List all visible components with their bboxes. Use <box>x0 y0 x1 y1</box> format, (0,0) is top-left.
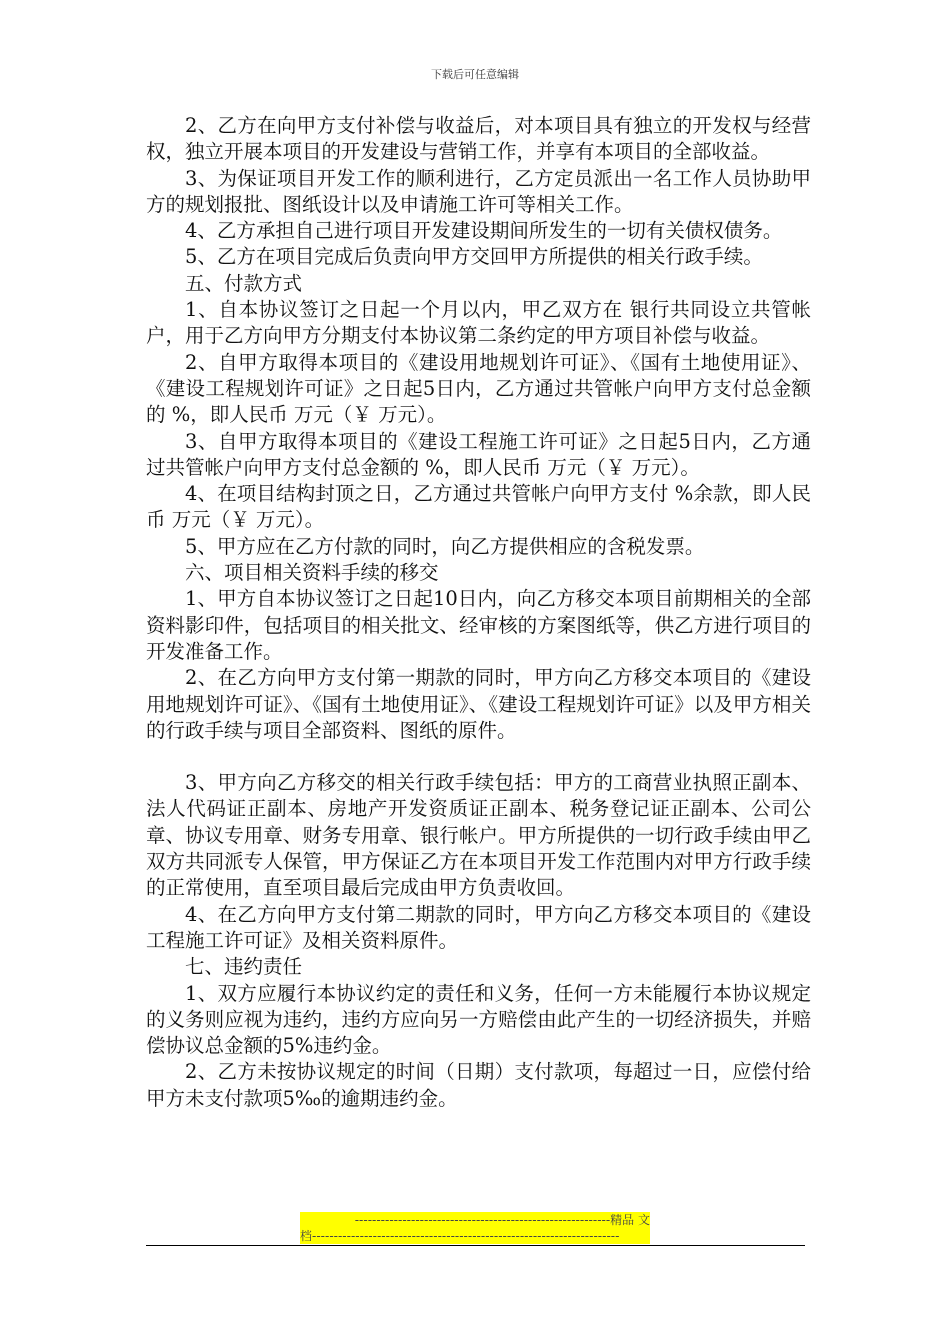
section-heading-liability: 七、违约责任 <box>185 955 303 979</box>
paragraph-payment-3: 3、自甲方取得本项目的《建设工程施工许可证》之日起5日内，乙方通过共管帐户向甲方支付总金额的 %，即人民币 万元（￥ 万元）。 <box>146 429 811 479</box>
paragraph-clause-2: 2、乙方在向甲方支付补偿与收益后，对本项目具有独立的开发权与经营权，独立开展本项目的开发建设与营销工作，并享有本项目的全部收益。 <box>146 114 811 164</box>
paragraph-payment-4: 4、在项目结构封顶之日，乙方通过共管帐户向甲方支付 %余款，即人民币 万元（￥ 万元）。 <box>146 482 811 532</box>
paragraph-handover-1: 1、甲方自本协议签订之日起10日内，向乙方移交本项目前期相关的全部资料影印件，包括项目的相关批文、经审核的方案图纸等，供乙方进行项目的开发准备工作。 <box>146 587 811 663</box>
footer-divider <box>146 1245 805 1246</box>
document-body <box>146 113 811 1112</box>
footer-line-1: -----------------------------------------------------------精品 文 <box>300 1212 650 1228</box>
paragraph-payment-5: 5、甲方应在乙方付款的同时，向乙方提供相应的含税发票。 <box>185 534 705 558</box>
paragraph-clause-3: 3、为保证项目开发工作的顺利进行，乙方定员派出一名工作人员协助甲方的规划报批、图纸设计以及申请施工许可等相关工作。 <box>146 166 811 216</box>
footer-watermark <box>300 1212 650 1244</box>
footer-line-2: 档----------------------------------------------------------------------- <box>300 1228 650 1244</box>
paragraph-handover-2: 2、在乙方向甲方支付第一期款的同时，甲方向乙方移交本项目的《建设用地规划许可证》、《国有土地使用证》、《建设工程规划许可证》以及甲方相关的行政手续与项目全部资料、图纸的原件。 <box>146 666 811 742</box>
paragraph-payment-1: 1、自本协议签订之日起一个月以内，甲乙双方在 银行共同设立共管帐户，用于乙方向甲方分期支付本协议第二条约定的甲方项目补偿与收益。 <box>146 298 811 348</box>
section-heading-payment: 五、付款方式 <box>185 271 303 295</box>
paragraph-liability-2: 2、乙方未按协议规定的时间（日期）支付款项，每超过一日，应偿付给甲方未支付款项5‰的逾期违约金。 <box>146 1060 811 1110</box>
paragraph-handover-3: 3、甲方向乙方移交的相关行政手续包括：甲方的工商营业执照正副本、法人代码证正副本、房地产开发资质证正副本、税务登记证正副本、公司公章、协议专用章、财务专用章、银行帐户。甲方所提供的一切行政手续由甲乙双方共同派专人保管，甲方保证乙方在本项目开发工作范围内对甲方行政手续的正常使用，直至项目最后完成由甲方负责收回。 <box>146 771 811 900</box>
paragraph-liability-1: 1、双方应履行本协议约定的责任和义务，任何一方未能履行本协议规定的义务则应视为违约，违约方应向另一方赔偿由此产生的一切经济损失，并赔偿协议总金额的5%违约金。 <box>146 981 811 1058</box>
paragraph-clause-5: 5、乙方在项目完成后负责向甲方交回甲方所提供的相关行政手续。 <box>185 245 763 269</box>
page-header-note: 下载后可任意编辑 <box>431 68 519 81</box>
paragraph-clause-4: 4、乙方承担自己进行项目开发建设期间所发生的一切有关债权债务。 <box>185 219 783 243</box>
section-heading-handover: 六、项目相关资料手续的移交 <box>185 561 439 585</box>
paragraph-handover-4: 4、在乙方向甲方支付第二期款的同时，甲方向乙方移交本项目的《建设工程施工许可证》及相关资料原件。 <box>146 902 811 952</box>
paragraph-payment-2: 2、自甲方取得本项目的《建设用地规划许可证》、《国有土地使用证》、《建设工程规划许可证》之日起5日内，乙方通过共管帐户向甲方支付总金额的 %，即人民币 万元（￥ 万元）。 <box>146 350 811 427</box>
